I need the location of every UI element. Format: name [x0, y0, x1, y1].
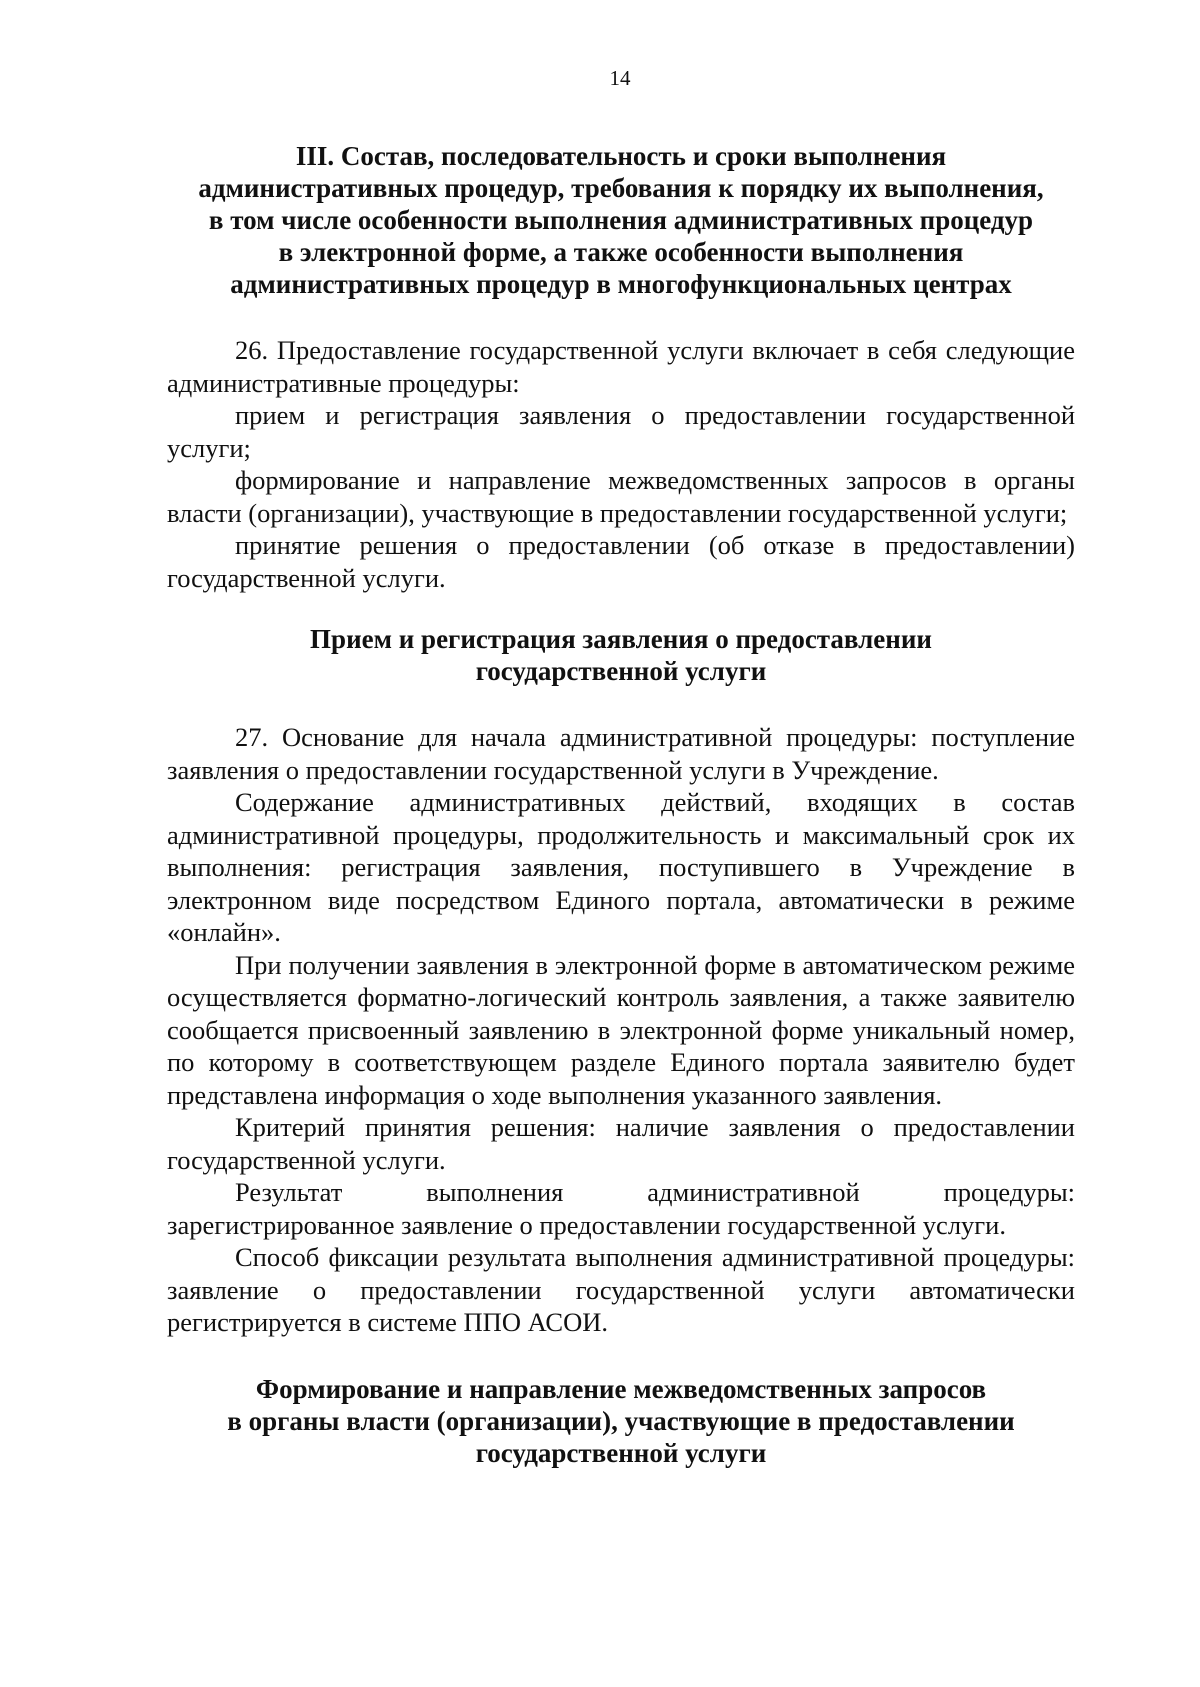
heading-line: Формирование и направление межведомственных запросов: [255, 1373, 987, 1404]
paragraph-content: Содержание административных действий, входящих в состав административной процедуры, продолжительность и максимальный срок их выполнения: регистрация заявления, поступившего в Учреждение в электронном виде посредством Единого портала, автоматически в режиме «онлайн».: [167, 787, 1075, 947]
paragraph-format-check: При получении заявления в электронной форме в автоматическом режиме осуществляется форматно-логический контроль заявления, а также заявителю сообщается присвоенный заявлению в электронной форме уникальный номер, по которому в соответствующем разделе Единого портала заявителю будет представлена информация о ходе выполнения указанного заявления.: [167, 949, 1075, 1110]
section-3-heading: [167, 140, 1075, 300]
reception-subsection-heading: [167, 623, 1075, 687]
heading-line: III. Состав, последовательность и сроки выполнения: [295, 141, 947, 171]
interagency-subsection-heading: [167, 1373, 1075, 1469]
heading-line: в электронной форме, а также особенности выполнения: [278, 237, 964, 267]
heading-line: административных процедур в многофункциональных центрах: [230, 269, 1012, 299]
paragraph-fixation-method: Способ фиксации результата выполнения административной процедуры: заявление о предоставлении государственной услуги автоматически регистрируется в системе ППО АСОИ.: [167, 1242, 1075, 1337]
heading-line: в том числе особенности выполнения административных процедур: [208, 205, 1034, 235]
heading-line: Прием и регистрация заявления о предоставлении: [310, 624, 932, 654]
list-item-reception: прием и регистрация заявления о предоставлении государственной услуги;: [167, 400, 1075, 463]
paragraph-27: 27. Основание для начала административной процедуры: поступление заявления о предоставлении государственной услуги в Учреждение.: [167, 722, 1075, 785]
heading-line: государственной услуги: [475, 1437, 767, 1468]
page-content: [167, 140, 1075, 1469]
heading-line: государственной услуги: [475, 656, 767, 686]
heading-line: административных процедур, требования к порядку их выполнения,: [198, 173, 1044, 203]
paragraph-decision-criterion: Критерий принятия решения: наличие заявления о предоставлении государственной услуги.: [167, 1112, 1075, 1175]
heading-line: в органы власти (организации), участвующие в предоставлении: [227, 1405, 1015, 1436]
paragraph-26: 26. Предоставление государственной услуги включает в себя следующие административные процедуры:: [167, 335, 1075, 398]
list-item-decision: принятие решения о предоставлении (об отказе в предоставлении) государственной услуги.: [167, 530, 1075, 593]
paragraph-result: Результат выполнения административной процедуры: зарегистрированное заявление о предоставлении государственной услуги.: [167, 1177, 1075, 1240]
page-number: 14: [609, 66, 631, 90]
list-item-interagency-requests: формирование и направление межведомственных запросов в органы власти (организации), участвующие в предоставлении государственной услуги;: [167, 465, 1075, 528]
